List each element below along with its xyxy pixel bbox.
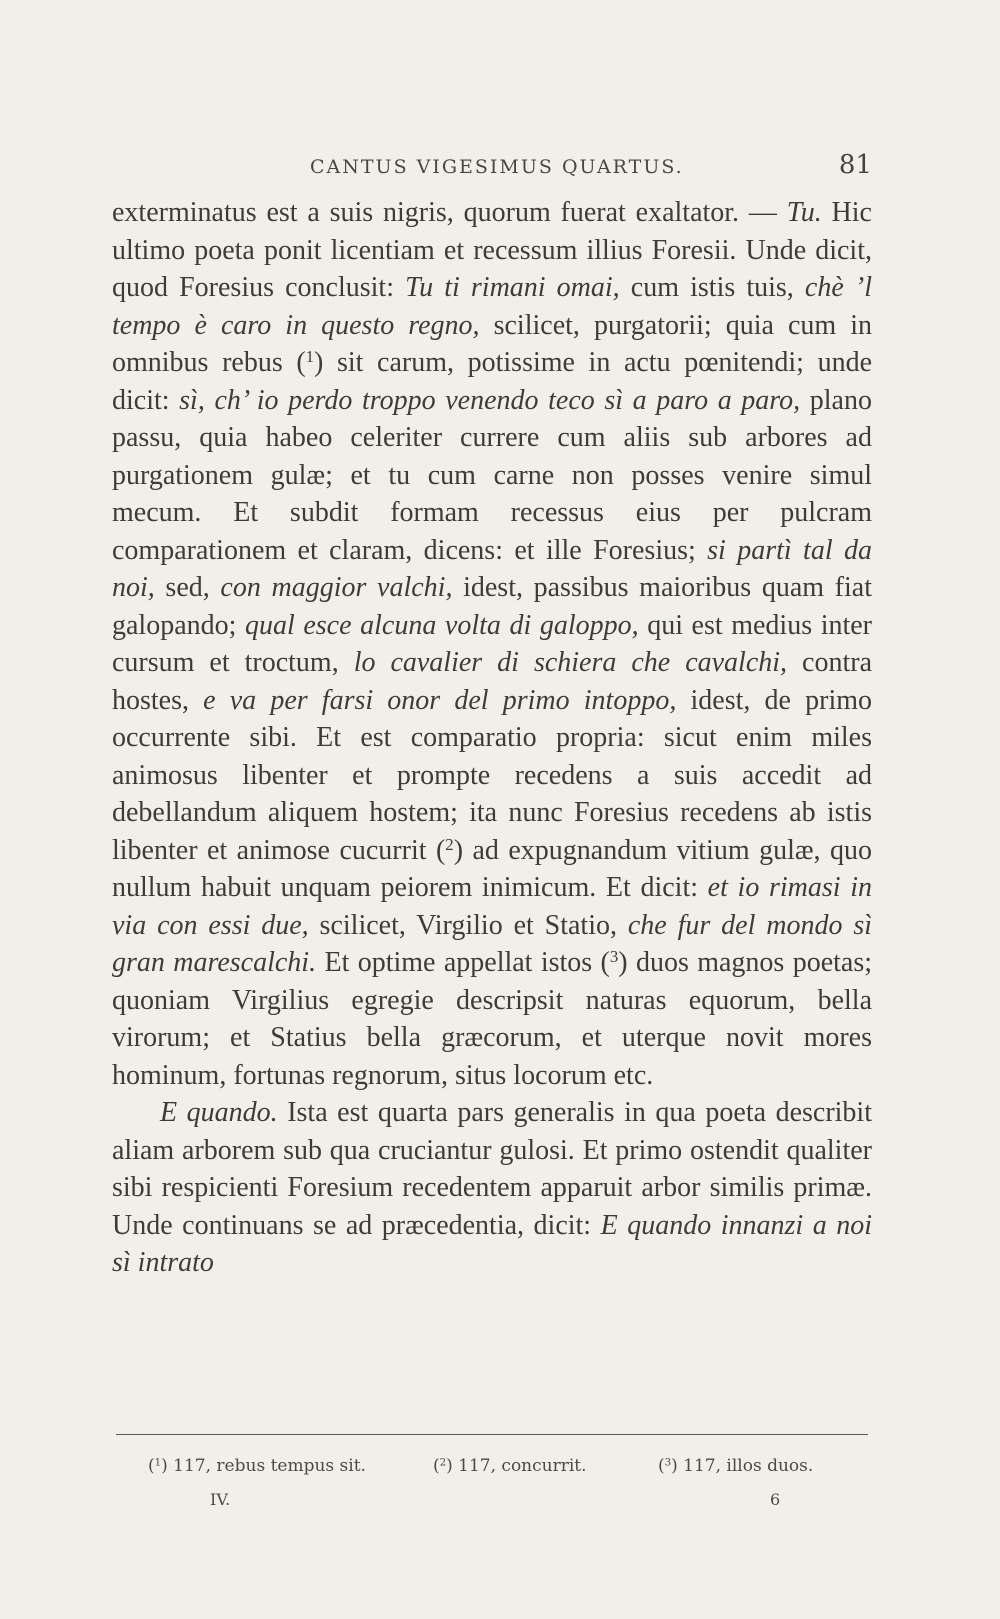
text-run: idest, passibus maioribus quam fiat galopando; [112,572,872,641]
text-run: exterminatus est a suis nigris, quorum fuerat exaltator. — [112,197,787,228]
paragraph-1 [112,194,872,1094]
footnote-reference: 1 [305,346,315,366]
text-run: scilicet, Virgilio et Statio, [308,909,628,941]
footnote-text: 117, concurrit. [458,1456,587,1476]
signature-volume: IV. [210,1490,231,1509]
body-text [112,194,872,1282]
footnote-mark: 2 [439,1457,447,1469]
text-run: idest, de primo occurrente sibi. Et est comparatio propria: sicut enim miles animosus libenter et prompte recedens a suis accedit ad debellandum aliquem hostem; ita nunc Foresius recedens ab istis libenter et animose cucurrit ( [112,684,873,866]
text-run: Hic ultimo poeta ponit licentiam et recessum illius Foresii. Unde dicit, quod Foresius conclusit: [112,197,872,303]
text-run: Ista est quarta pars generalis in qua poeta describit aliam arborem sub qua cruciantur gulosi. Et primo ostendit qualiter sibi respicienti Foresium recedentem apparuit arbor similis primæ. Unde continuans se ad præcedentia, dicit: [112,1097,872,1241]
italic-quotation: Tu ti rimani omai, [405,272,620,303]
italic-quotation: Tu. [786,197,822,228]
italic-quotation: et io rimasi in via con essi due, [112,872,872,941]
text-run: scilicet, purgatorii; quia cum in omnibus rebus ( [112,309,872,378]
footnote-1: ($^1$) 117, rebus tempus sit. [148,1456,366,1476]
footnote-mark: 1 [154,1457,162,1469]
running-head [112,148,872,184]
footnote-reference: 3 [609,946,619,966]
italic-quotation: e va per farsi onor del primo intoppo, [203,684,677,716]
text-run: cum istis tuis, [619,272,805,303]
footnote-divider [116,1434,868,1435]
paragraph-2 [112,1094,872,1282]
text-run: sed, [154,572,221,603]
italic-quotation: chè ’l tempo è caro in questo regno, [112,272,872,341]
signature-gathering: 6 [770,1490,781,1509]
italic-quotation: con maggior valchi, [220,572,453,603]
italic-quotation: qual esce alcuna volta di galoppo, [245,609,639,641]
italic-quotation: si partì tal da noi, [112,534,872,603]
text-run: plano passu, quia habeo celeriter currere cum aliis sub arbores ad purgationem gulæ; et tu cum carne non posses venire simul mecum. Et subdit formam recessus eius per pulcram comparationem et claram, dicens: et ille Foresius; [112,384,872,566]
italic-quotation: E quando. [160,1097,278,1128]
italic-quotation: sì, ch’ io perdo troppo venendo teco sì a paro a paro, [179,384,801,416]
italic-quotation: E quando innanzi a noi sì intrato [112,1209,872,1278]
footnote-3: ($^3$) 117, illos duos. [658,1456,814,1476]
text-run: ) duos magnos poetas; quoniam Virgilius egregie descripsit naturas equorum, bella virorum; et Statius bella græcorum, et uterque novit mores hominum, fortunas regnorum, situs locorum etc. [112,947,872,1091]
page-number: 81 [838,150,872,180]
italic-quotation: che fur del mondo sì gran marescalchi. [112,909,873,978]
text-run: ) ad expugnandum vitium gulæ, quo nullum habuit unquam peiorem inimicum. Et dicit: [112,834,872,903]
running-title: CANTUS VIGESIMUS QUARTUS. [310,156,684,178]
footnote-2: ($^2$) 117, concurrit. [433,1456,587,1476]
text-run: Et optime appellat istos ( [316,947,610,978]
footnote-reference: 2 [445,834,454,854]
footnote-text: 117, rebus tempus sit. [173,1456,366,1476]
footnote-mark: 3 [664,1457,672,1469]
text-run: contra hostes, [112,647,872,716]
footnote-text: 117, illos duos. [683,1456,814,1476]
text-run: ) sit carum, potissime in actu pœnitendi; unde dicit: [112,347,872,416]
text-run: qui est medius inter cursum et troctum, [112,609,872,678]
italic-quotation: lo cavalier di schiera che cavalchi, [353,647,788,678]
